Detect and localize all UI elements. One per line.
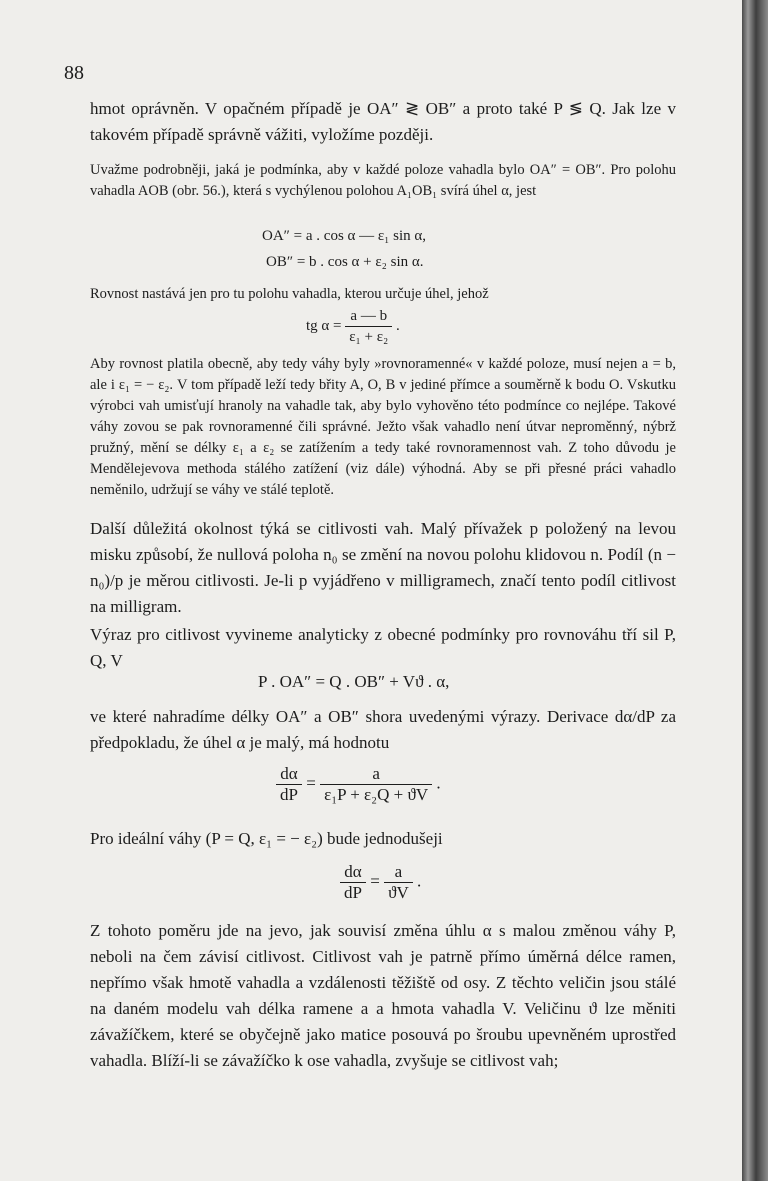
eq-deriv-left-numerator: dα: [280, 764, 298, 783]
eq-deriv-left-fraction: [276, 764, 302, 805]
eq-deriv-end: .: [436, 773, 441, 793]
equation-oa: OA″ = a . cos α — ε₁ sin α,: [262, 228, 427, 244]
paragraph-1: hmot oprávněn. V opačném případě je OA″ ≷ OB″ a proto také P ≶ Q. Jak lze v takovém případě správně vážiti, vyložíme později.: [90, 99, 676, 144]
eq-tg-numerator: a — b: [350, 308, 388, 324]
eq-ideal-right-fraction: [384, 862, 413, 903]
eq-deriv-equals: =: [306, 773, 316, 793]
paragraph-9: Z tohoto poměru jde na jevo, jak souvisí změna úhlu α s malou změnou váhy P, neboli na čem závisí citlivost. Citlivost vah je patrně přímo úměrná délce ramen, nepřímo však hmotě vahadla a vzdálenosti těžiště od osy. Z těchto veličin jsou stálé na daném modelu vah délka ramene a a hmota vahadla V. Veličinu ϑ lze měniti závažíčkem, které se obyčejně jako matice posouvá po šroubu upevněném uprostřed vahadla. Blíží-li se závažíčko k ose vahadla, zvyšuje se citlivost vah;: [90, 921, 676, 1070]
eq-tg-lhs: tg α =: [306, 317, 342, 334]
paragraph-2: Uvažme podrobněji, jaká je podmínka, aby v každé poloze vahadla bylo OA″ = OB″. Pro polohu vahadla AOB (obr. 56.), která s vychýlenou polohou A₁OB₁ svírá úhel α, jest: [90, 162, 676, 199]
eq-deriv-right-denominator: ε₁P + ε₂Q + ϑV: [320, 784, 432, 805]
equation-balance: P . OA″ = Q . OB″ + Vϑ . α,: [258, 672, 450, 691]
paragraph-4: Aby rovnost platila obecně, aby tedy váhy byly »rovnoramenné« v každé poloze, musí nejen a = b, ale i ε₁ = − ε₂. V tom případě leží tedy břity A, O, B v jediné přímce a souměrně k bodu O. Vskutku výrobci vah umisťují hranoly na vahadle tak, aby bylo vyhověno této podmínce co nejlépe. Takové váhy zovou se pak rovnoramenné čili správné. Ježto však vahadlo není útvar neproměnný, nýbrž pružný, mění se délky ε₁ a ε₂ se zatížením a tedy také rovnoramennost vah. Z toho důvodu je Mendělejevova methoda stálého zatížení (viz dále) výhodná. Aby se při přesné práci vahadlo neměnilo, udržují se váhy ve stálé teplotě.: [90, 356, 676, 498]
equation-tangent: [306, 306, 400, 347]
eq-ideal-end: .: [417, 871, 422, 891]
equation-ideal: [340, 862, 421, 903]
eq-ideal-left-denominator: dP: [340, 882, 366, 903]
equation-derivative: [276, 764, 441, 805]
paragraph-7: ve které nahradíme délky OA″ a OB″ shora uvedenými výrazy. Derivace dα/dP za předpokladu, že úhel α je malý, má hodnotu: [90, 707, 676, 752]
eq-ideal-right-numerator: a: [394, 862, 403, 881]
eq-deriv-right-numerator: a: [372, 764, 380, 783]
page-edge-binding: [742, 0, 768, 1181]
paragraph-6: Výraz pro citlivost vyvineme analyticky z obecné podmínky pro rovnováhu tří sil P, Q, V: [90, 625, 676, 670]
equation-ob: OB″ = b . cos α + ε₂ sin α.: [266, 254, 424, 270]
eq-tg-fraction: [345, 306, 392, 347]
eq-tg-denominator: ε₁ + ε₂: [345, 326, 392, 347]
paragraph-5: Další důležitá okolnost týká se citlivosti vah. Malý přívažek p položený na levou misku způsobí, že nullová poloha n₀ se změní na novou polohu klidovou n. Podíl (n − n₀)/p je měrou citlivosti. Je-li p vyjádřeno v milligramech, značí tento podíl citlivost na milligram.: [90, 519, 676, 616]
eq-deriv-left-denominator: dP: [276, 784, 302, 805]
eq-deriv-right-fraction: [320, 764, 432, 805]
eq-ideal-right-denominator: ϑV: [384, 882, 413, 903]
eq-tg-end: .: [396, 317, 400, 334]
paragraph-3: Rovnost nastává jen pro tu polohu vahadla, kterou určuje úhel, jehož: [90, 286, 489, 302]
paragraph-8: Pro ideální váhy (P = Q, ε₁ = − ε₂) bude jednodušeji: [90, 829, 443, 848]
eq-ideal-equals: =: [370, 871, 380, 891]
eq-ideal-left-fraction: [340, 862, 366, 903]
page-number: 88: [64, 62, 84, 84]
eq-ideal-left-numerator: dα: [344, 862, 362, 881]
